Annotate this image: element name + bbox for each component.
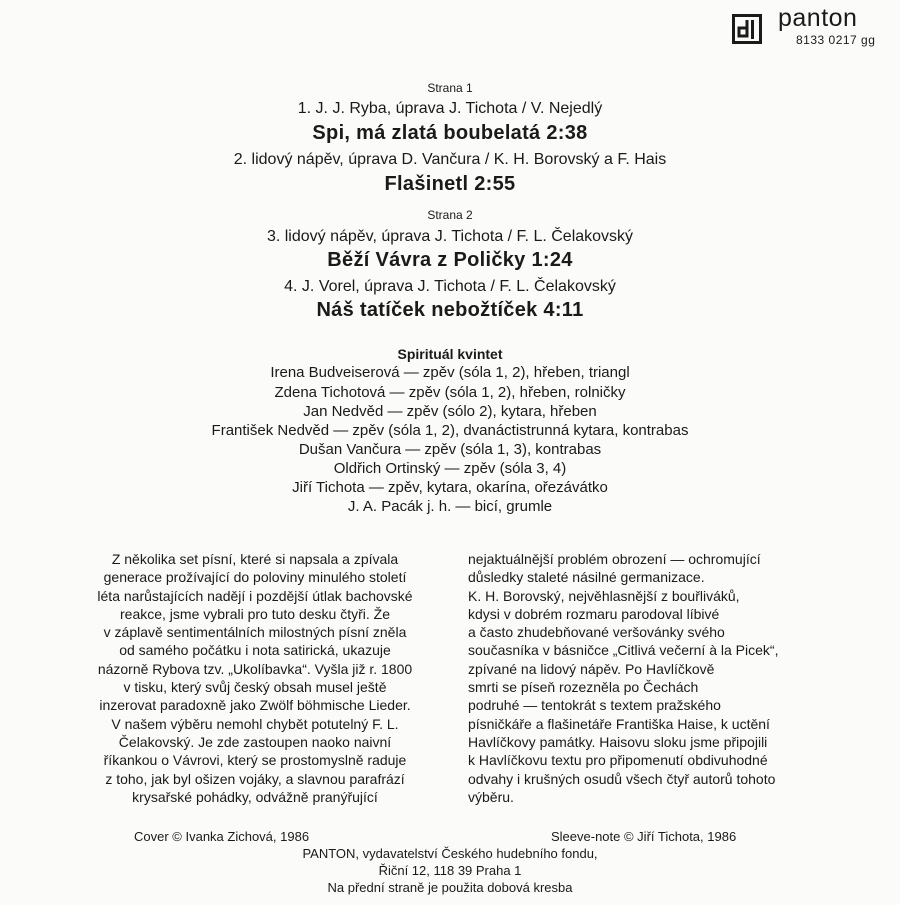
- note-line: Havlíčkovy památky. Haisovu sloku jsme připojili: [468, 733, 768, 750]
- note-line: v tisku, který svůj český obsah musel ještě: [123, 679, 387, 696]
- publisher: PANTON, vydavatelství Českého hudebního fondu,: [302, 846, 598, 861]
- panton-logo-icon: [732, 14, 762, 44]
- track-4-credit: 4. J. Vorel, úprava J. Tichota / F. L. Čelakovský: [284, 278, 616, 295]
- sleeve-notes-left: [60, 550, 450, 806]
- publisher-address: Řiční 12, 118 39 Praha 1: [378, 863, 522, 878]
- ensemble-member: Oldřich Ortinský — zpěv (sóla 3, 4): [333, 460, 567, 477]
- ensemble-member: František Nedvěd — zpěv (sóla 1, 2), dvanáctistrunná kytara, kontrabas: [211, 422, 689, 439]
- ensemble-member: Jan Nedvěd — zpěv (sólo 2), kytara, hřeben: [303, 403, 597, 420]
- ensemble-member: J. A. Pacák j. h. — bicí, grumle: [347, 498, 553, 515]
- track-3-title: Běží Vávra z Poličky 1:24: [327, 249, 573, 271]
- note-line: a často zhudebňované veršovánky svého: [468, 624, 725, 641]
- ensemble-member: Jiří Tichota — zpěv, kytara, okarína, ořezávátko: [292, 479, 608, 496]
- track-1-credit: 1. J. J. Ryba, úprava J. Tichota / V. Nejedlý: [297, 100, 603, 117]
- side-1-label: Strana 1: [427, 81, 473, 95]
- track-2-title: Flašinetl 2:55: [384, 173, 516, 195]
- note-line: Čelakovský. Je zde zastoupen naoko naivní: [118, 733, 392, 750]
- note-line: K. H. Borovský, nejvěhlasnější z bouřliváků,: [468, 587, 740, 604]
- ensemble-member: Zdena Tichotová — zpěv (sóla 1, 2), hřeben, rolničky: [274, 384, 626, 401]
- track-4-title: Náš tatíček nebožtíček 4:11: [316, 299, 584, 321]
- track-2-credit: 2. lidový nápěv, úprava D. Vančura / K. H. Borovský a F. Hais: [233, 151, 667, 168]
- note-line: generace prožívající do poloviny minulého století: [103, 569, 407, 586]
- note-line: smrti se píseň rozezněla po Čechách: [468, 679, 699, 696]
- note-line: k Havlíčkovu textu pro připomenutí obdivuhodné: [468, 752, 768, 769]
- note-line: V našem výběru nemohl chybět potutelný F. L.: [111, 715, 399, 732]
- note-line: v záplavě sentimentálních milostných písní zněla: [103, 624, 407, 641]
- note-line: léta narůstajících nadějí i pozdější útlak bachovské: [97, 587, 413, 604]
- track-1-title: Spi, má zlatá boubelatá 2:38: [312, 122, 588, 144]
- note-line: odvahy i krušných osudů všech čtyř autorů tohoto: [468, 770, 776, 787]
- catalog-number: 8133 0217 gg: [796, 33, 876, 47]
- note-line: současníka v básničce „Citlivá večerní à la Picek“,: [468, 642, 779, 659]
- note-line: písničkáře a flašinetáře Františka Haise, k uctění: [468, 715, 770, 732]
- note-line: názorně Rybova tzv. „Ukolíbavka“. Vyšla již r. 1800: [97, 660, 413, 677]
- side-2-label: Strana 2: [427, 208, 473, 222]
- track-3-credit: 3. lidový nápěv, úprava J. Tichota / F. L. Čelakovský: [266, 228, 634, 245]
- note-line: Z několika set písní, které si napsala a zpívala: [111, 551, 399, 567]
- note-line: důsledky staleté násilné germanizace.: [468, 569, 705, 586]
- note-line: inzerovat paradoxně jako Zwölf böhmische Lieder.: [99, 697, 411, 714]
- cover-credit: Cover © Ivanka Zichová, 1986: [134, 829, 310, 844]
- note-line: krysařské pohádky, odvážně pranýřující: [132, 788, 378, 805]
- sleeve-note-credit: Sleeve-note © Jiří Tichota, 1986: [551, 829, 737, 844]
- ensemble-member: Irena Budveiserová — zpěv (sóla 1, 2), hřeben, triangl: [270, 364, 630, 381]
- note-line: říkankou o Vávrovi, který se prostomyslně raduje: [103, 752, 407, 769]
- ensemble-member: Dušan Vančura — zpěv (sóla 1, 3), kontrabas: [298, 441, 602, 458]
- note-line: podruhé — tentokrát s textem pražského: [468, 697, 721, 714]
- brand-name: panton: [778, 4, 858, 32]
- note-line: od samého počátku i nota satirická, ukazuje: [119, 642, 391, 659]
- note-line: reakce, jsme vybrali pro tuto desku čtyři. Že: [120, 605, 390, 622]
- panton-logo-mark-icon: [735, 17, 759, 41]
- sleeve-notes-right: [468, 550, 868, 806]
- ensemble-name: Spirituál kvintet: [397, 346, 503, 362]
- note-line: výběru.: [468, 788, 514, 805]
- front-cover-note: Na přední straně je použita dobová kresba: [327, 880, 573, 895]
- note-line: kdysi v dobrém rozmaru parodoval líbivé: [468, 605, 720, 622]
- note-line: nejaktuálnější problém obrození — ochromující: [468, 551, 761, 567]
- note-line: z toho, jak byl ošizen vojáky, a slavnou parafrází: [105, 770, 405, 787]
- note-line: zpívané na lidový nápěv. Po Havlíčkově: [468, 660, 715, 677]
